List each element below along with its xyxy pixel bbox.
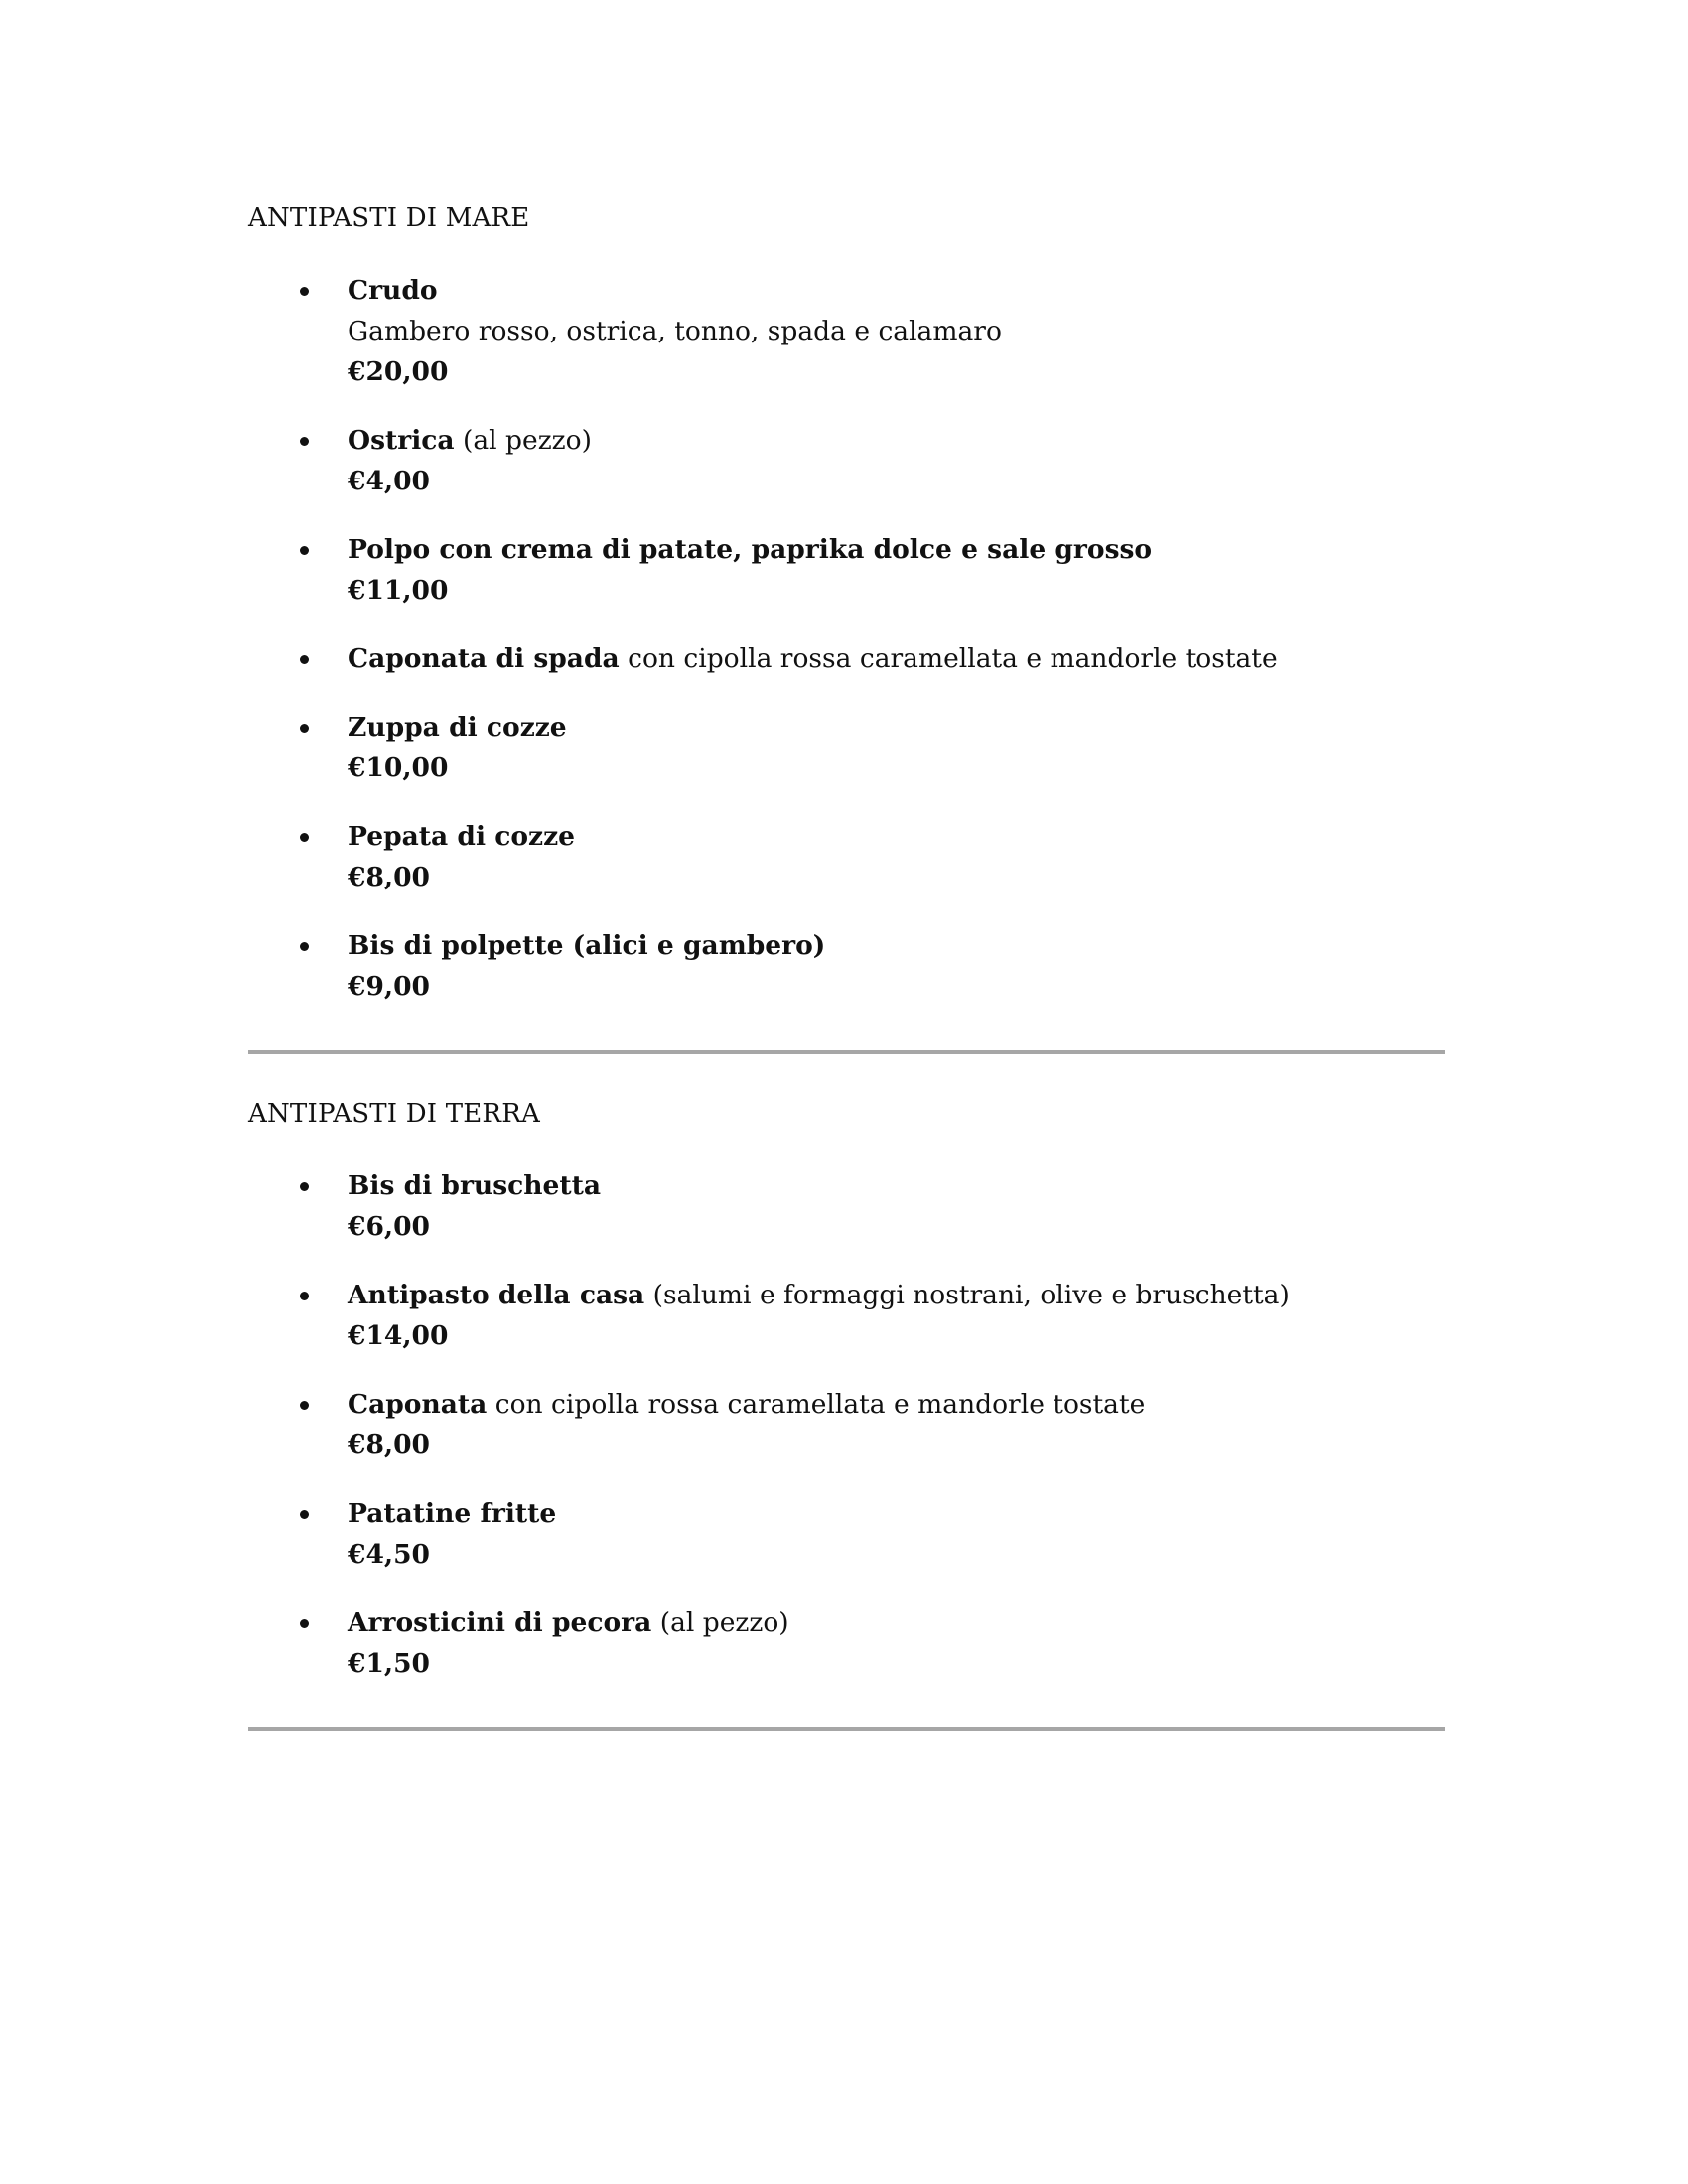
item-name: Caponata di spada [348, 643, 620, 674]
bullet-icon [300, 942, 309, 951]
bullet-icon [300, 1292, 309, 1300]
item-note: (al pezzo) [454, 425, 592, 456]
bullet-icon [300, 1401, 309, 1410]
menu-page [248, 199, 1440, 1771]
bullet-icon [300, 1510, 309, 1519]
menu-item [248, 1602, 1440, 1684]
item-note: con cipolla rossa caramellata e mandorle tostate [487, 1389, 1146, 1420]
bullet-icon [300, 833, 309, 842]
bullet-icon [300, 437, 309, 446]
item-name: Caponata [348, 1389, 488, 1420]
bullet-icon [300, 1619, 309, 1628]
menu-item [248, 529, 1440, 611]
item-name: Arrosticini di pecora [348, 1607, 652, 1638]
item-name: Bis di polpette (alici e gambero) [348, 930, 826, 961]
menu-item [248, 270, 1440, 392]
menu-item [248, 1275, 1440, 1356]
menu-item [248, 925, 1440, 1007]
item-price: €11,00 [348, 575, 449, 606]
item-price: €4,50 [348, 1539, 430, 1570]
section-divider [248, 1727, 1445, 1731]
item-name: Bis di bruschetta [348, 1170, 602, 1201]
menu-item [248, 420, 1440, 501]
item-price: €6,00 [348, 1211, 430, 1242]
item-note: (al pezzo) [651, 1607, 789, 1638]
item-price: €1,50 [348, 1648, 430, 1679]
menu-item [248, 1165, 1440, 1247]
section-title-mare: ANTIPASTI DI MARE [248, 204, 530, 233]
item-name: Crudo [348, 275, 438, 306]
item-name: Ostrica [348, 425, 455, 456]
section-title-terra: ANTIPASTI DI TERRA [248, 1099, 540, 1129]
item-description: Gambero rosso, ostrica, tonno, spada e calamaro [348, 316, 1002, 346]
item-price: €14,00 [348, 1320, 449, 1351]
item-name: Pepata di cozze [348, 821, 576, 852]
bullet-icon [300, 546, 309, 555]
bullet-icon [300, 724, 309, 733]
item-price: €10,00 [348, 752, 449, 783]
menu-item [248, 638, 1440, 679]
item-note: (salumi e formaggi nostrani, olive e bruschetta) [644, 1280, 1290, 1310]
menu-item [248, 707, 1440, 788]
item-name: Polpo con crema di patate, paprika dolce e sale grosso [348, 534, 1153, 565]
item-note: con cipolla rossa caramellata e mandorle tostate [619, 643, 1278, 674]
bullet-icon [300, 655, 309, 664]
bullet-icon [300, 1182, 309, 1191]
section-divider [248, 1050, 1445, 1054]
item-price: €4,00 [348, 466, 430, 496]
item-price: €8,00 [348, 862, 430, 892]
menu-item [248, 1384, 1440, 1465]
item-name: Zuppa di cozze [348, 712, 567, 743]
bullet-icon [300, 287, 309, 296]
item-price: €20,00 [348, 356, 449, 387]
item-price: €9,00 [348, 971, 430, 1002]
menu-list-terra [248, 1165, 1440, 1684]
item-name: Antipasto della casa [348, 1280, 645, 1310]
menu-item [248, 1493, 1440, 1574]
menu-list-mare [248, 270, 1440, 1007]
item-name: Patatine fritte [348, 1498, 557, 1529]
menu-item [248, 816, 1440, 897]
item-price: €8,00 [348, 1430, 430, 1460]
